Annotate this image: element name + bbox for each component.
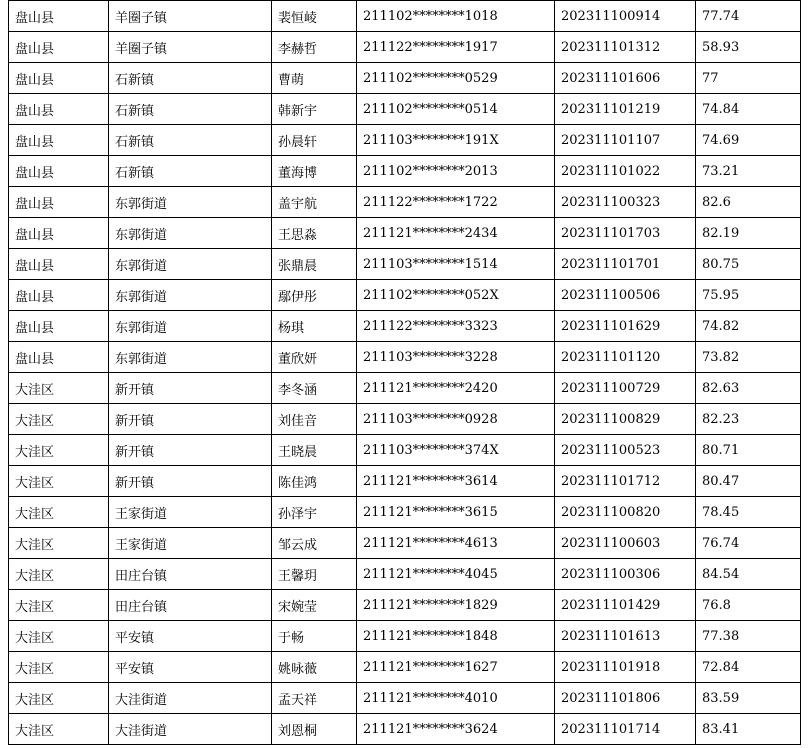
table-row <box>9 714 801 745</box>
name-cell: 邹云成 <box>272 528 357 559</box>
exam-number-cell: 202311101703 <box>555 218 696 249</box>
exam-number-cell: 202311100829 <box>555 404 696 435</box>
score-cell: 77.38 <box>696 621 801 652</box>
table-row <box>9 652 801 683</box>
exam-number-cell: 202311101806 <box>555 683 696 714</box>
town-cell: 王家街道 <box>109 497 272 528</box>
id-number-cell: 211103********0928 <box>357 404 555 435</box>
score-cell: 74.82 <box>696 311 801 342</box>
town-cell: 石新镇 <box>109 94 272 125</box>
name-cell: 韩新宇 <box>272 94 357 125</box>
score-cell: 84.54 <box>696 559 801 590</box>
town-cell: 平安镇 <box>109 652 272 683</box>
name-cell: 曹萌 <box>272 63 357 94</box>
name-cell: 王晓晨 <box>272 435 357 466</box>
score-cell: 80.71 <box>696 435 801 466</box>
score-cell: 83.41 <box>696 714 801 745</box>
town-cell: 东郭街道 <box>109 218 272 249</box>
exam-number-cell: 202311101712 <box>555 466 696 497</box>
name-cell: 陈佳鸿 <box>272 466 357 497</box>
score-cell: 82.63 <box>696 373 801 404</box>
table-body <box>9 1 801 745</box>
county-cell: 大洼区 <box>9 590 109 621</box>
table-row <box>9 94 801 125</box>
exam-number-cell: 202311101606 <box>555 63 696 94</box>
exam-number-cell: 202311101613 <box>555 621 696 652</box>
name-cell: 刘佳音 <box>272 404 357 435</box>
name-cell: 董欣妍 <box>272 342 357 373</box>
score-cell: 75.95 <box>696 280 801 311</box>
table-row <box>9 311 801 342</box>
town-cell: 石新镇 <box>109 156 272 187</box>
table-row <box>9 63 801 94</box>
town-cell: 东郭街道 <box>109 249 272 280</box>
id-number-cell: 211121********4045 <box>357 559 555 590</box>
exam-number-cell: 202311100729 <box>555 373 696 404</box>
table-row <box>9 156 801 187</box>
name-cell: 宋婉莹 <box>272 590 357 621</box>
exam-number-cell: 202311101714 <box>555 714 696 745</box>
id-number-cell: 211121********1848 <box>357 621 555 652</box>
name-cell: 盖宇航 <box>272 187 357 218</box>
town-cell: 平安镇 <box>109 621 272 652</box>
exam-number-cell: 202311100306 <box>555 559 696 590</box>
county-cell: 盘山县 <box>9 125 109 156</box>
score-cell: 74.84 <box>696 94 801 125</box>
score-cell: 78.45 <box>696 497 801 528</box>
id-number-cell: 211102********0529 <box>357 63 555 94</box>
town-cell: 羊圈子镇 <box>109 32 272 63</box>
county-cell: 大洼区 <box>9 683 109 714</box>
exam-number-cell: 202311101429 <box>555 590 696 621</box>
table-row <box>9 32 801 63</box>
score-cell: 80.47 <box>696 466 801 497</box>
score-cell: 72.84 <box>696 652 801 683</box>
id-number-cell: 211102********0514 <box>357 94 555 125</box>
table-row <box>9 497 801 528</box>
table-row <box>9 218 801 249</box>
town-cell: 新开镇 <box>109 466 272 497</box>
county-cell: 大洼区 <box>9 466 109 497</box>
name-cell: 王思淼 <box>272 218 357 249</box>
county-cell: 大洼区 <box>9 714 109 745</box>
score-cell: 77.74 <box>696 1 801 32</box>
exam-number-cell: 202311101219 <box>555 94 696 125</box>
exam-number-cell: 202311100820 <box>555 497 696 528</box>
name-cell: 孙晨轩 <box>272 125 357 156</box>
county-cell: 大洼区 <box>9 528 109 559</box>
table-row <box>9 125 801 156</box>
score-cell: 73.21 <box>696 156 801 187</box>
county-cell: 盘山县 <box>9 1 109 32</box>
county-cell: 盘山县 <box>9 32 109 63</box>
town-cell: 田庄台镇 <box>109 590 272 621</box>
exam-number-cell: 202311101107 <box>555 125 696 156</box>
county-cell: 大洼区 <box>9 652 109 683</box>
table-row <box>9 187 801 218</box>
name-cell: 孟天祥 <box>272 683 357 714</box>
name-cell: 刘恩桐 <box>272 714 357 745</box>
name-cell: 鄢伊彤 <box>272 280 357 311</box>
exam-number-cell: 202311101312 <box>555 32 696 63</box>
county-cell: 盘山县 <box>9 63 109 94</box>
name-cell: 姚咏薇 <box>272 652 357 683</box>
exam-number-cell: 202311101629 <box>555 311 696 342</box>
table-row <box>9 435 801 466</box>
exam-number-cell: 202311100323 <box>555 187 696 218</box>
table-row <box>9 559 801 590</box>
score-cell: 76.8 <box>696 590 801 621</box>
town-cell: 王家街道 <box>109 528 272 559</box>
id-number-cell: 211122********1722 <box>357 187 555 218</box>
score-cell: 73.82 <box>696 342 801 373</box>
name-cell: 李冬涵 <box>272 373 357 404</box>
exam-number-cell: 202311100914 <box>555 1 696 32</box>
town-cell: 田庄台镇 <box>109 559 272 590</box>
id-number-cell: 211121********2420 <box>357 373 555 404</box>
score-cell: 74.69 <box>696 125 801 156</box>
name-cell: 于畅 <box>272 621 357 652</box>
town-cell: 新开镇 <box>109 435 272 466</box>
town-cell: 石新镇 <box>109 63 272 94</box>
town-cell: 新开镇 <box>109 373 272 404</box>
town-cell: 东郭街道 <box>109 280 272 311</box>
table-row <box>9 590 801 621</box>
county-cell: 盘山县 <box>9 94 109 125</box>
score-cell: 82.23 <box>696 404 801 435</box>
town-cell: 东郭街道 <box>109 311 272 342</box>
name-cell: 王馨玥 <box>272 559 357 590</box>
town-cell: 大洼街道 <box>109 683 272 714</box>
id-number-cell: 211121********1829 <box>357 590 555 621</box>
name-cell: 董海博 <box>272 156 357 187</box>
table-row <box>9 621 801 652</box>
exam-number-cell: 202311101701 <box>555 249 696 280</box>
county-cell: 大洼区 <box>9 435 109 466</box>
county-cell: 盘山县 <box>9 187 109 218</box>
county-cell: 盘山县 <box>9 218 109 249</box>
id-number-cell: 211121********1627 <box>357 652 555 683</box>
id-number-cell: 211122********3323 <box>357 311 555 342</box>
id-number-cell: 211122********1917 <box>357 32 555 63</box>
id-number-cell: 211103********3228 <box>357 342 555 373</box>
table-row <box>9 373 801 404</box>
score-cell: 58.93 <box>696 32 801 63</box>
table-row <box>9 249 801 280</box>
score-cell: 76.74 <box>696 528 801 559</box>
id-number-cell: 211121********2434 <box>357 218 555 249</box>
id-number-cell: 211121********4613 <box>357 528 555 559</box>
county-cell: 大洼区 <box>9 621 109 652</box>
exam-number-cell: 202311101022 <box>555 156 696 187</box>
table-row <box>9 466 801 497</box>
table-row <box>9 342 801 373</box>
table-row <box>9 404 801 435</box>
name-cell: 杨琪 <box>272 311 357 342</box>
town-cell: 东郭街道 <box>109 187 272 218</box>
exam-number-cell: 202311101120 <box>555 342 696 373</box>
results-table <box>8 0 801 745</box>
id-number-cell: 211121********3624 <box>357 714 555 745</box>
table-row <box>9 683 801 714</box>
town-cell: 羊圈子镇 <box>109 1 272 32</box>
county-cell: 盘山县 <box>9 280 109 311</box>
exam-number-cell: 202311101918 <box>555 652 696 683</box>
county-cell: 大洼区 <box>9 404 109 435</box>
id-number-cell: 211102********1018 <box>357 1 555 32</box>
id-number-cell: 211102********052X <box>357 280 555 311</box>
exam-number-cell: 202311100523 <box>555 435 696 466</box>
town-cell: 大洼街道 <box>109 714 272 745</box>
county-cell: 盘山县 <box>9 249 109 280</box>
score-cell: 82.19 <box>696 218 801 249</box>
name-cell: 孙泽宇 <box>272 497 357 528</box>
county-cell: 大洼区 <box>9 559 109 590</box>
id-number-cell: 211102********2013 <box>357 156 555 187</box>
id-number-cell: 211103********191X <box>357 125 555 156</box>
name-cell: 李赫哲 <box>272 32 357 63</box>
town-cell: 石新镇 <box>109 125 272 156</box>
id-number-cell: 211103********374X <box>357 435 555 466</box>
id-number-cell: 211121********3615 <box>357 497 555 528</box>
score-cell: 82.6 <box>696 187 801 218</box>
score-cell: 77 <box>696 63 801 94</box>
name-cell: 张鼎晨 <box>272 249 357 280</box>
county-cell: 大洼区 <box>9 373 109 404</box>
county-cell: 盘山县 <box>9 311 109 342</box>
score-cell: 80.75 <box>696 249 801 280</box>
county-cell: 盘山县 <box>9 342 109 373</box>
exam-number-cell: 202311100506 <box>555 280 696 311</box>
score-cell: 83.59 <box>696 683 801 714</box>
id-number-cell: 211121********3614 <box>357 466 555 497</box>
table-row <box>9 280 801 311</box>
exam-number-cell: 202311100603 <box>555 528 696 559</box>
id-number-cell: 211121********4010 <box>357 683 555 714</box>
town-cell: 东郭街道 <box>109 342 272 373</box>
name-cell: 裴恒崚 <box>272 1 357 32</box>
id-number-cell: 211103********1514 <box>357 249 555 280</box>
table-row <box>9 1 801 32</box>
county-cell: 大洼区 <box>9 497 109 528</box>
table-row <box>9 528 801 559</box>
town-cell: 新开镇 <box>109 404 272 435</box>
county-cell: 盘山县 <box>9 156 109 187</box>
